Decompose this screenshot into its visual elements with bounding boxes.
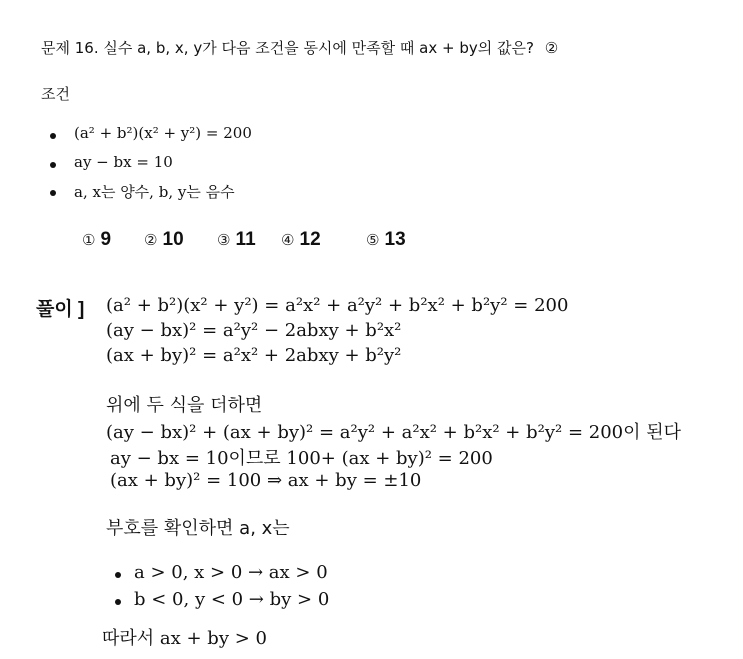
question-title: 문제 16. 실수 a, b, x, y가 다음 조건을 동시에 만족할 때 ax + by의 값은? ② <box>41 39 559 57</box>
solution-line-6: ay − bx = 10이므로 100+ (ax + by)² = 200 <box>110 448 493 469</box>
conditions-heading: 조건 <box>41 85 70 103</box>
solution-line-3: (ax + by)² = a²x² + 2abxy + b²y² <box>106 345 402 366</box>
solution-line-8: 부호를 확인하면 a, x는 <box>106 518 290 539</box>
solution-line-7: (ax + by)² = 100 ⇒ ax + by = ±10 <box>110 470 422 491</box>
answer-mark: ② <box>544 39 559 57</box>
bullet-dot <box>50 190 56 196</box>
bullet-dot <box>50 133 56 139</box>
choice-3[interactable]: ③ 11 <box>217 229 256 250</box>
solution-bullet-1: a > 0, x > 0 → ax > 0 <box>134 562 328 583</box>
solution-bullet-2: b < 0, y < 0 → by > 0 <box>134 589 330 610</box>
solution-conclusion: 따라서 ax + by > 0 <box>102 628 267 649</box>
choice-4[interactable]: ④ 12 <box>281 229 321 250</box>
solution-line-2: (ay − bx)² = a²y² − 2abxy + b²x² <box>106 320 402 341</box>
solution-label: 풀이 ] <box>36 299 85 320</box>
solution-line-4: 위에 두 식을 더하면 <box>106 395 263 416</box>
choice-1[interactable]: ① 9 <box>82 229 112 250</box>
solution-line-1: (a² + b²)(x² + y²) = a²x² + a²y² + b²x² + b²y² = 200 <box>106 295 569 316</box>
bullet-dot <box>115 572 121 578</box>
condition-item-2: ay − bx = 10 <box>74 153 173 171</box>
bullet-dot <box>50 162 56 168</box>
solution-line-5: (ay − bx)² + (ax + by)² = a²y² + a²x² + b²x² + b²y² = 200이 된다 <box>106 422 681 443</box>
condition-item-3: a, x는 양수, b, y는 음수 <box>74 183 235 201</box>
choice-5[interactable]: ⑤ 13 <box>366 229 406 250</box>
choice-2[interactable]: ② 10 <box>144 229 184 250</box>
condition-item-1: (a² + b²)(x² + y²) = 200 <box>74 124 252 142</box>
bullet-dot <box>115 599 121 605</box>
